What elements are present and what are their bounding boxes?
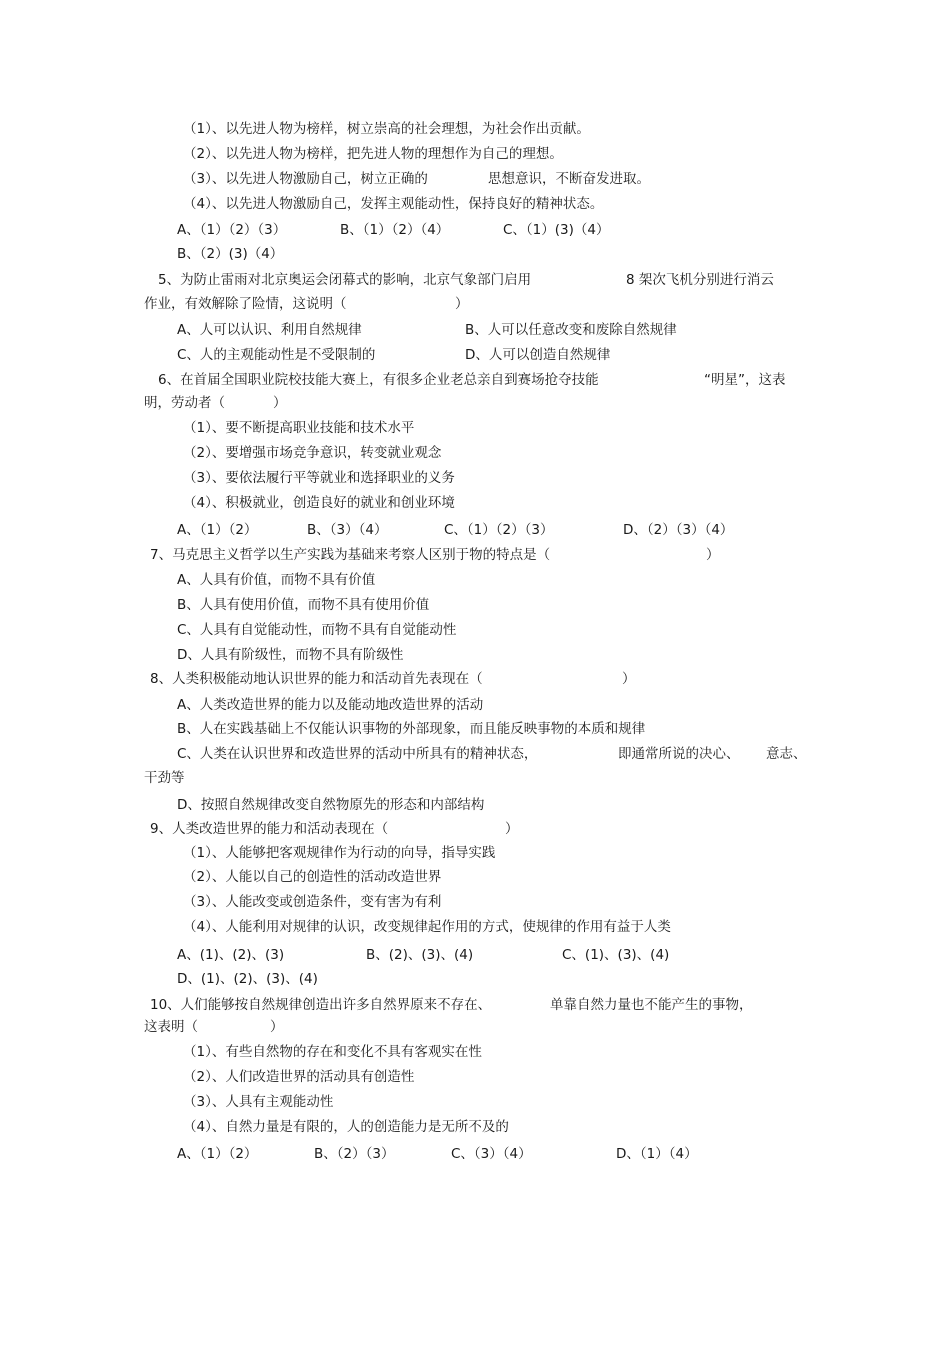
- q10-stem-1: 10、人们能够按自然规律创造出许多自然界原来不存在、: [150, 997, 492, 1013]
- q5-stem-4: ）: [455, 296, 469, 312]
- q4-option-d: B、（2）(3)（4）: [177, 246, 284, 262]
- q8-option-c-cont-3: 干劲等: [144, 770, 185, 786]
- q5-option-a: A、人可以认识、利用自然规律: [177, 322, 362, 338]
- q9-item-1: （1）、人能够把客观规律作为行动的向导，指导实践: [183, 845, 496, 861]
- q10-item-4: （4）、自然力量是有限的，人的创造能力是无所不及的: [183, 1119, 509, 1135]
- q9-option-d: D、(1)、(2)、(3)、(4): [177, 971, 318, 987]
- q4-item-3: （3）、以先进人物激励自己，树立正确的: [183, 171, 428, 187]
- q10-stem-2: 单靠自然力量也不能产生的事物，: [550, 997, 753, 1013]
- q8-option-c-cont: 即通常所说的决心、: [618, 746, 740, 762]
- q8-stem-2: ）: [622, 671, 636, 687]
- q6-option-a: A、（1）（2）: [177, 522, 258, 538]
- q10-option-c: C、（3）（4）: [451, 1146, 532, 1162]
- q7-option-a: A、人具有价值，而物不具有价值: [177, 572, 376, 588]
- q7-stem-1: 7、马克思主义哲学以生产实践为基础来考察人区别于物的特点是（: [150, 547, 551, 563]
- q9-option-a: A、(1)、(2)、(3): [177, 947, 285, 963]
- q8-option-c: C、人类在认识世界和改造世界的活动中所具有的精神状态，: [177, 746, 538, 762]
- q6-item-1: （1）、要不断提高职业技能和技术水平: [183, 420, 415, 436]
- q4-option-a: A、（1）（2）（3）: [177, 222, 287, 238]
- q7-option-b: B、人具有使用价值，而物不具有使用价值: [177, 597, 430, 613]
- q4-option-c: C、（1）(3)（4）: [503, 222, 610, 238]
- q9-option-c: C、(1)、(3)、(4): [562, 947, 670, 963]
- q8-option-b: B、人在实践基础上不仅能认识事物的外部现象，而且能反映事物的本质和规律: [177, 721, 646, 737]
- q5-stem-1: 5、为防止雷雨对北京奥运会闭幕式的影响，北京气象部门启用: [158, 272, 532, 288]
- q4-item-1: （1）、以先进人物为榜样，树立崇高的社会理想，为社会作出贡献。: [183, 121, 590, 137]
- q6-stem-1: 6、在首届全国职业院校技能大赛上，有很多企业老总亲自到赛场抢夺技能: [158, 372, 599, 388]
- q6-option-c: C、（1）（2）（3）: [444, 522, 554, 538]
- q6-stem-2: “明星”，这表: [704, 372, 786, 388]
- q9-option-b: B、(2)、(3)、(4): [366, 947, 474, 963]
- q6-item-4: （4）、积极就业，创造良好的就业和创业环境: [183, 495, 455, 511]
- q9-stem-1: 9、人类改造世界的能力和活动表现在（: [150, 821, 389, 837]
- q4-item-3-cont: 思想意识，不断奋发进取。: [488, 171, 650, 187]
- q8-option-a: A、人类改造世界的能力以及能动地改造世界的活动: [177, 697, 484, 713]
- q5-option-b: B、人可以任意改变和废除自然规律: [465, 322, 677, 338]
- q8-stem-1: 8、人类积极能动地认识世界的能力和活动首先表现在（: [150, 671, 483, 687]
- q6-option-d: D、（2）（3）（4）: [623, 522, 734, 538]
- q10-item-2: （2）、人们改造世界的活动具有创造性: [183, 1069, 415, 1085]
- q6-option-b: B、（3）（4）: [307, 522, 388, 538]
- q10-item-1: （1）、有些自然物的存在和变化不具有客观实在性: [183, 1044, 482, 1060]
- q10-stem-4: ）: [270, 1019, 284, 1035]
- q10-option-a: A、（1）（2）: [177, 1146, 258, 1162]
- q4-option-b: B、（1）（2）（4）: [340, 222, 450, 238]
- q9-item-2: （2）、人能以自己的创造性的活动改造世界: [183, 869, 442, 885]
- q10-item-3: （3）、人具有主观能动性: [183, 1094, 334, 1110]
- q4-item-4: （4）、以先进人物激励自己，发挥主观能动性，保持良好的精神状态。: [183, 196, 604, 212]
- q9-item-4: （4）、人能利用对规律的认识，改变规律起作用的方式，使规律的作用有益于人类: [183, 919, 671, 935]
- q6-item-3: （3）、要依法履行平等就业和选择职业的义务: [183, 470, 455, 486]
- q5-option-c: C、人的主观能动性是不受限制的: [177, 347, 376, 363]
- q7-option-d: D、人具有阶级性，而物不具有阶级性: [177, 647, 404, 663]
- q7-stem-2: ）: [706, 547, 720, 563]
- q8-option-d: D、按照自然规律改变自然物原先的形态和内部结构: [177, 797, 485, 813]
- q5-stem-2: 8 架次飞机分别进行消云: [626, 272, 774, 288]
- q5-option-d: D、人可以创造自然规律: [465, 347, 611, 363]
- q9-item-3: （3）、人能改变或创造条件，变有害为有利: [183, 894, 442, 910]
- q6-stem-3: 明，劳动者（: [144, 395, 225, 411]
- q10-option-d: D、（1）（4）: [616, 1146, 698, 1162]
- q4-item-2: （2）、以先进人物为榜样，把先进人物的理想作为自己的理想。: [183, 146, 563, 162]
- q10-stem-3: 这表明（: [144, 1019, 198, 1035]
- q8-option-c-cont-2: 意志、: [766, 746, 807, 762]
- q5-stem-3: 作业，有效解除了险情，这说明（: [144, 296, 347, 312]
- q9-stem-2: ）: [505, 821, 519, 837]
- q10-option-b: B、（2）（3）: [314, 1146, 395, 1162]
- q6-item-2: （2）、要增强市场竞争意识，转变就业观念: [183, 445, 442, 461]
- q7-option-c: C、人具有自觉能动性，而物不具有自觉能动性: [177, 622, 457, 638]
- q6-stem-4: ）: [273, 395, 287, 411]
